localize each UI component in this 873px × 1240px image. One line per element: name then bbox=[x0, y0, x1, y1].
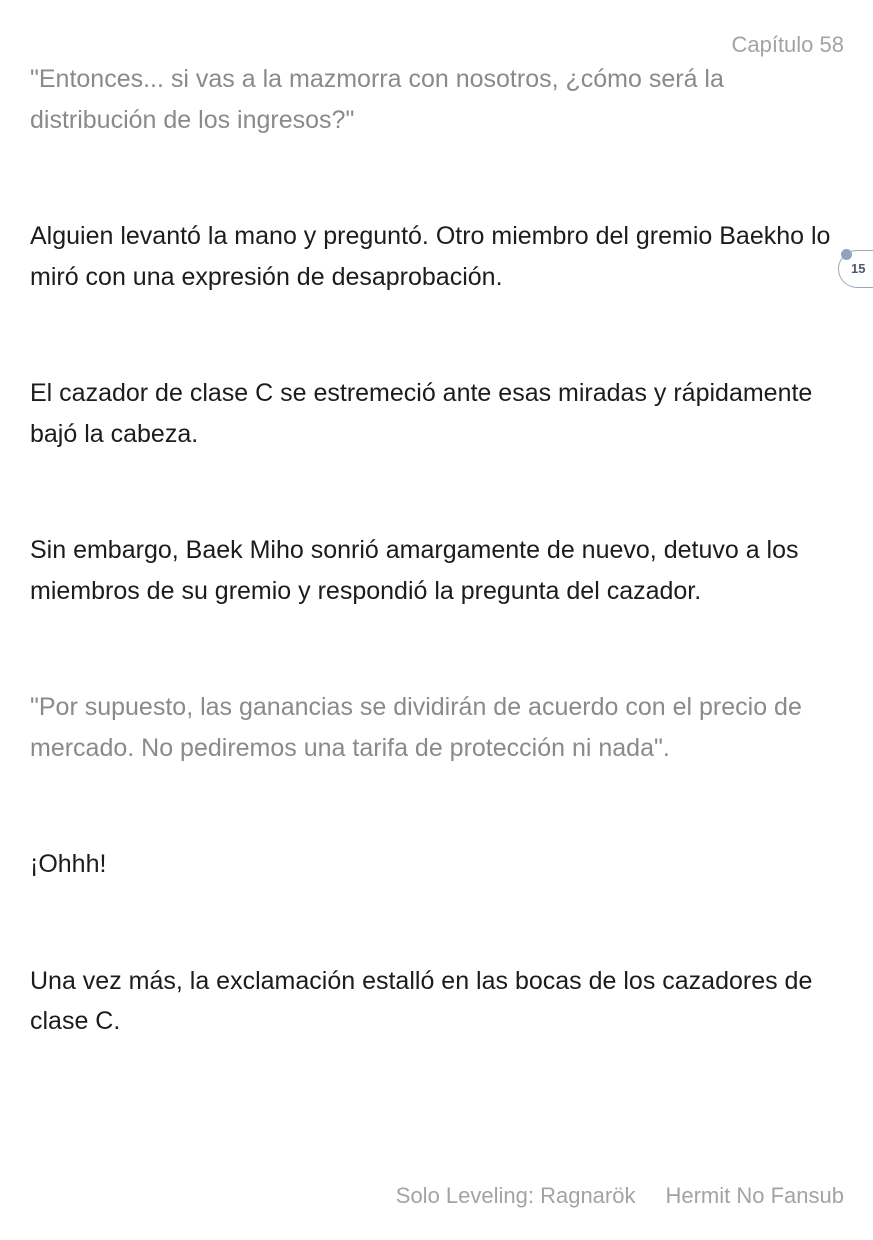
comment-indicator-icon bbox=[841, 249, 852, 260]
paragraph: Una vez más, la exclamación estalló en las bocas de los cazadores de clase C. bbox=[30, 966, 813, 1035]
paragraph: "Entonces... si vas a la mazmorra con nosotros, ¿cómo será la distribución de los ingresos?" bbox=[30, 65, 724, 134]
footer bbox=[396, 1183, 844, 1209]
chapter-label: Capítulo 58 bbox=[731, 32, 844, 57]
reading-content bbox=[30, 59, 845, 1042]
paragraph: ¡Ohhh! bbox=[30, 850, 107, 878]
book-title: Solo Leveling: Ragnarök bbox=[395, 1183, 636, 1208]
paragraph: Alguien levantó la mano y preguntó. Otro miembro del gremio Baekho lo miró con una expresión de desaprobación. bbox=[30, 222, 831, 291]
comment-count: 15 bbox=[851, 261, 866, 276]
translator-credit: Hermit No Fansub bbox=[665, 1183, 844, 1208]
paragraph: "Por supuesto, las ganancias se dividirán de acuerdo con el precio de mercado. No pediremos una tarifa de protección ni nada". bbox=[30, 693, 802, 762]
paragraph: El cazador de clase C se estremeció ante esas miradas y rápidamente bajó la cabeza. bbox=[30, 379, 813, 448]
paragraph: Sin embargo, Baek Miho sonrió amargamente de nuevo, detuvo a los miembros de su gremio y respondió la pregunta del cazador. bbox=[30, 536, 799, 605]
